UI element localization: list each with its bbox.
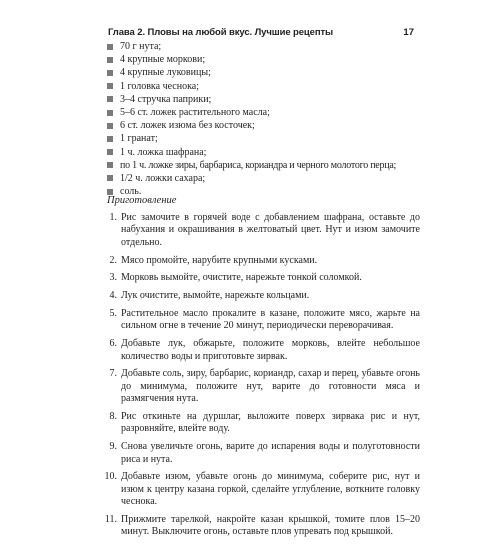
ingredient-item — [107, 132, 417, 145]
step-number: 1. — [109, 212, 117, 223]
square-bullet-icon — [107, 149, 113, 155]
step-item — [101, 255, 420, 267]
step-text: Мясо промойте, нарубите крупными кусками. — [121, 254, 318, 266]
step-number: 6. — [109, 338, 117, 350]
steps-list — [101, 212, 420, 544]
step-number: 10. — [104, 471, 117, 483]
step-item — [101, 338, 420, 363]
ingredient-text: 5–6 ст. ложек растительного масла; — [120, 106, 270, 118]
step-item — [101, 212, 420, 249]
square-bullet-icon — [107, 70, 113, 76]
step-item — [101, 471, 420, 508]
ingredient-text: 4 крупные моркови; — [120, 54, 206, 66]
ingredient-text: 3–4 стручка паприки; — [120, 93, 212, 105]
step-number: 4. — [109, 290, 117, 302]
step-number: 2. — [109, 254, 117, 266]
ingredient-item — [107, 40, 417, 53]
ingredient-item — [107, 119, 417, 132]
ingredient-text: 1 гранат; — [120, 133, 158, 145]
step-text: Добавьте соль, зиру, барбарис, кориандр, сахар и перец, убавьте огонь до минимума, положите нут, варите до готовности мяса и размягчения нута. — [121, 368, 420, 405]
step-number: 7. — [109, 368, 117, 380]
step-item — [101, 514, 420, 539]
square-bullet-icon — [107, 136, 113, 142]
ingredient-item — [107, 93, 417, 106]
ingredient-text: по 1 ч. ложке зиры, барбариса, кориандра и черного молотого перца; — [120, 159, 397, 171]
step-item — [101, 308, 420, 333]
step-text: Рис замочите в горячей воде с добавлением шафрана, оставьте до набухания и окрашивания в желтоватый цвет. Нут и изюм замочите отдельно. — [121, 212, 420, 248]
step-number: 5. — [109, 308, 117, 319]
step-number: 9. — [109, 441, 117, 453]
step-text: Рис откиньте на дуршлаг, выложите поверх зирвака рис и нут, разровняйте, влейте воду. — [121, 411, 420, 435]
step-number: 11. — [104, 514, 117, 526]
ingredient-text: 6 ст. ложек изюма без косточек; — [120, 120, 255, 132]
step-item — [101, 368, 420, 405]
ingredient-item — [107, 159, 417, 172]
step-text: Прижмите тарелкой, накройте казан крышкой, томите плов 15–20 минут. Выключите огонь, оставьте плов упревать под крышкой. — [121, 514, 420, 538]
section-heading: Приготовление — [107, 195, 177, 206]
square-bullet-icon — [107, 175, 113, 181]
square-bullet-icon — [107, 189, 113, 195]
ingredient-text: 4 крупные луковицы; — [120, 67, 211, 79]
ingredient-item — [107, 146, 417, 159]
step-text: Снова увеличьте огонь, варите до испарения воды и полуготовности риса и нута. — [121, 441, 420, 465]
step-text: Морковь вымойте, очистите, нарежьте тонкой соломкой. — [121, 272, 362, 284]
square-bullet-icon — [107, 57, 113, 63]
step-text: Добавьте лук, обжарьте, положите морковь, влейте небольшое количество воды и приготовьте зирвак. — [121, 338, 420, 362]
ingredient-text: 1/2 ч. ложки сахара; — [120, 172, 206, 184]
ingredient-item — [107, 172, 417, 185]
running-header — [108, 27, 414, 41]
square-bullet-icon — [107, 123, 113, 129]
ingredient-item — [107, 53, 417, 66]
ingredient-text: 1 головка чеснока; — [120, 80, 200, 92]
step-item — [101, 441, 420, 466]
ingredient-text: 1 ч. ложка шафрана; — [120, 146, 207, 158]
step-number: 3. — [109, 272, 117, 284]
ingredient-item — [107, 66, 417, 79]
square-bullet-icon — [107, 83, 113, 89]
step-text: Растительное масло прокалите в казане, положите мясо, жарьте на сильном огне в течение 20 минут, периодически переворачивая. — [121, 308, 420, 332]
square-bullet-icon — [107, 162, 113, 168]
step-text: Лук очистите, вымойте, нарежьте кольцами. — [121, 290, 310, 302]
step-item — [101, 290, 420, 302]
step-item — [101, 272, 420, 284]
page-number: 17 — [403, 27, 414, 38]
ingredient-text: соль. — [120, 186, 142, 198]
step-item — [101, 411, 420, 436]
ingredients-list — [107, 40, 417, 198]
ingredient-text: 70 г нута; — [120, 41, 162, 52]
square-bullet-icon — [107, 96, 113, 102]
chapter-title: Глава 2. Пловы на любой вкус. Лучшие рецепты — [108, 27, 334, 38]
step-text: Добавьте изюм, убавьте огонь до минимума, соберите рис, нут и изюм к центру казана горкой, сделайте углубление, воткните головку чеснока. — [121, 471, 420, 508]
square-bullet-icon — [107, 44, 113, 50]
ingredient-item — [107, 106, 417, 119]
ingredient-item — [107, 80, 417, 93]
step-number: 8. — [109, 411, 117, 423]
square-bullet-icon — [107, 110, 113, 116]
